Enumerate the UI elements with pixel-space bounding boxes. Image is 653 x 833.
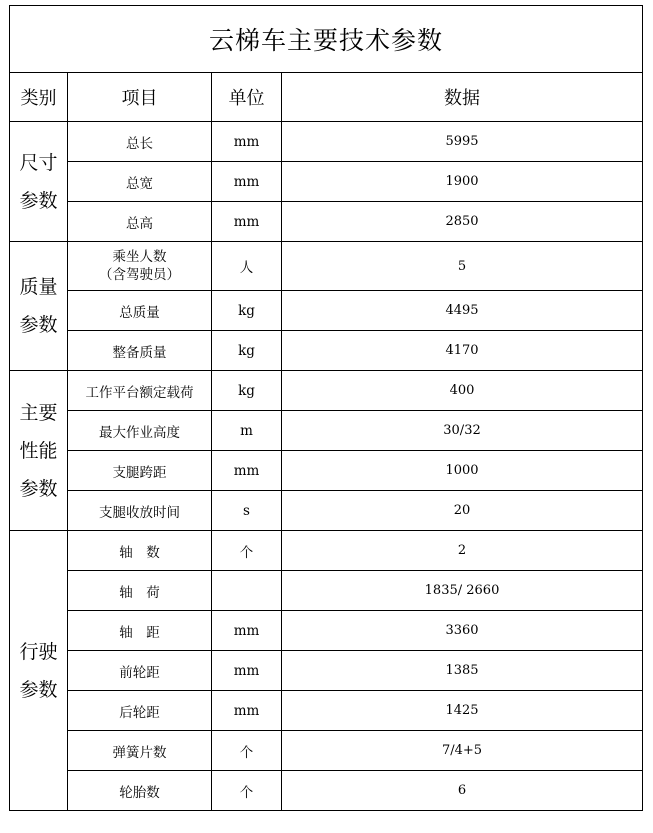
value-cell: 5 [282,242,643,291]
table-row [10,242,643,291]
value-cell: 5995 [282,122,643,162]
unit-cell: 人 [212,242,282,291]
category-label-line: 参数 [19,189,58,212]
table-row [10,691,643,731]
category-label-line: 主要 [19,401,58,424]
value-cell: 400 [282,371,643,411]
item-cell: 轴 荷 [68,571,212,611]
header-row [10,73,643,122]
unit-cell: s [212,491,282,531]
unit-cell: mm [212,202,282,242]
item-cell: 轴 距 [68,611,212,651]
item-cell: 弹簧片数 [68,731,212,771]
header-item: 项目 [68,73,212,122]
value-cell: 2 [282,531,643,571]
table-row [10,202,643,242]
header-value: 数据 [282,73,643,122]
table-row [10,122,643,162]
table-row [10,411,643,451]
value-cell: 2850 [282,202,643,242]
unit-cell: mm [212,162,282,202]
unit-cell: mm [212,651,282,691]
item-label-line: 乘坐人数 [112,249,167,265]
item-cell: 轮胎数 [68,771,212,811]
unit-cell: 个 [212,531,282,571]
table-row [10,291,643,331]
item-cell: 总高 [68,202,212,242]
table-row [10,771,643,811]
value-cell: 4495 [282,291,643,331]
category-label-line: 参数 [19,678,58,701]
table-row [10,611,643,651]
item-cell: 后轮距 [68,691,212,731]
value-cell: 1835/ 2660 [282,571,643,611]
category-cell [10,371,68,531]
unit-cell: mm [212,451,282,491]
header-unit: 单位 [212,73,282,122]
unit-cell: 个 [212,731,282,771]
value-cell: 1900 [282,162,643,202]
item-cell: 总质量 [68,291,212,331]
item-label-line: （含驾驶员） [99,267,180,283]
spec-table-body [10,6,643,811]
table-row [10,731,643,771]
item-cell: 支腿跨距 [68,451,212,491]
unit-cell: mm [212,611,282,651]
unit-cell: m [212,411,282,451]
table-row [10,531,643,571]
item-cell: 总宽 [68,162,212,202]
item-cell [68,242,212,291]
page-title: 云梯车主要技术参数 [10,6,643,73]
value-cell: 1385 [282,651,643,691]
table-row [10,371,643,411]
table-row [10,651,643,691]
item-cell: 最大作业高度 [68,411,212,451]
unit-cell: kg [212,371,282,411]
item-cell: 整备质量 [68,331,212,371]
category-cell [10,122,68,242]
category-label-line: 参数 [19,314,58,336]
value-cell: 1425 [282,691,643,731]
item-cell: 轴 数 [68,531,212,571]
unit-cell: kg [212,331,282,371]
unit-cell: mm [212,122,282,162]
category-label-line: 尺寸 [19,151,58,174]
table-row [10,331,643,371]
header-category: 类别 [10,73,68,122]
unit-cell: mm [212,691,282,731]
value-cell: 6 [282,771,643,811]
category-label-line: 性能 [19,439,58,462]
value-cell: 3360 [282,611,643,651]
item-cell: 前轮距 [68,651,212,691]
category-label-line: 质量 [19,276,58,298]
value-cell: 1000 [282,451,643,491]
category-cell [10,531,68,811]
value-cell: 7/4+5 [282,731,643,771]
table-row [10,451,643,491]
unit-cell: kg [212,291,282,331]
item-cell: 支腿收放时间 [68,491,212,531]
spec-table [9,5,643,811]
unit-cell: 个 [212,771,282,811]
category-cell [10,242,68,371]
value-cell: 4170 [282,331,643,371]
category-label-line: 行驶 [19,640,58,663]
table-row [10,571,643,611]
value-cell: 20 [282,491,643,531]
category-label-line: 参数 [19,477,58,500]
table-row [10,491,643,531]
title-row [10,6,643,73]
table-row [10,162,643,202]
unit-cell [212,571,282,611]
item-cell: 总长 [68,122,212,162]
value-cell: 30/32 [282,411,643,451]
item-cell: 工作平台额定载荷 [68,371,212,411]
